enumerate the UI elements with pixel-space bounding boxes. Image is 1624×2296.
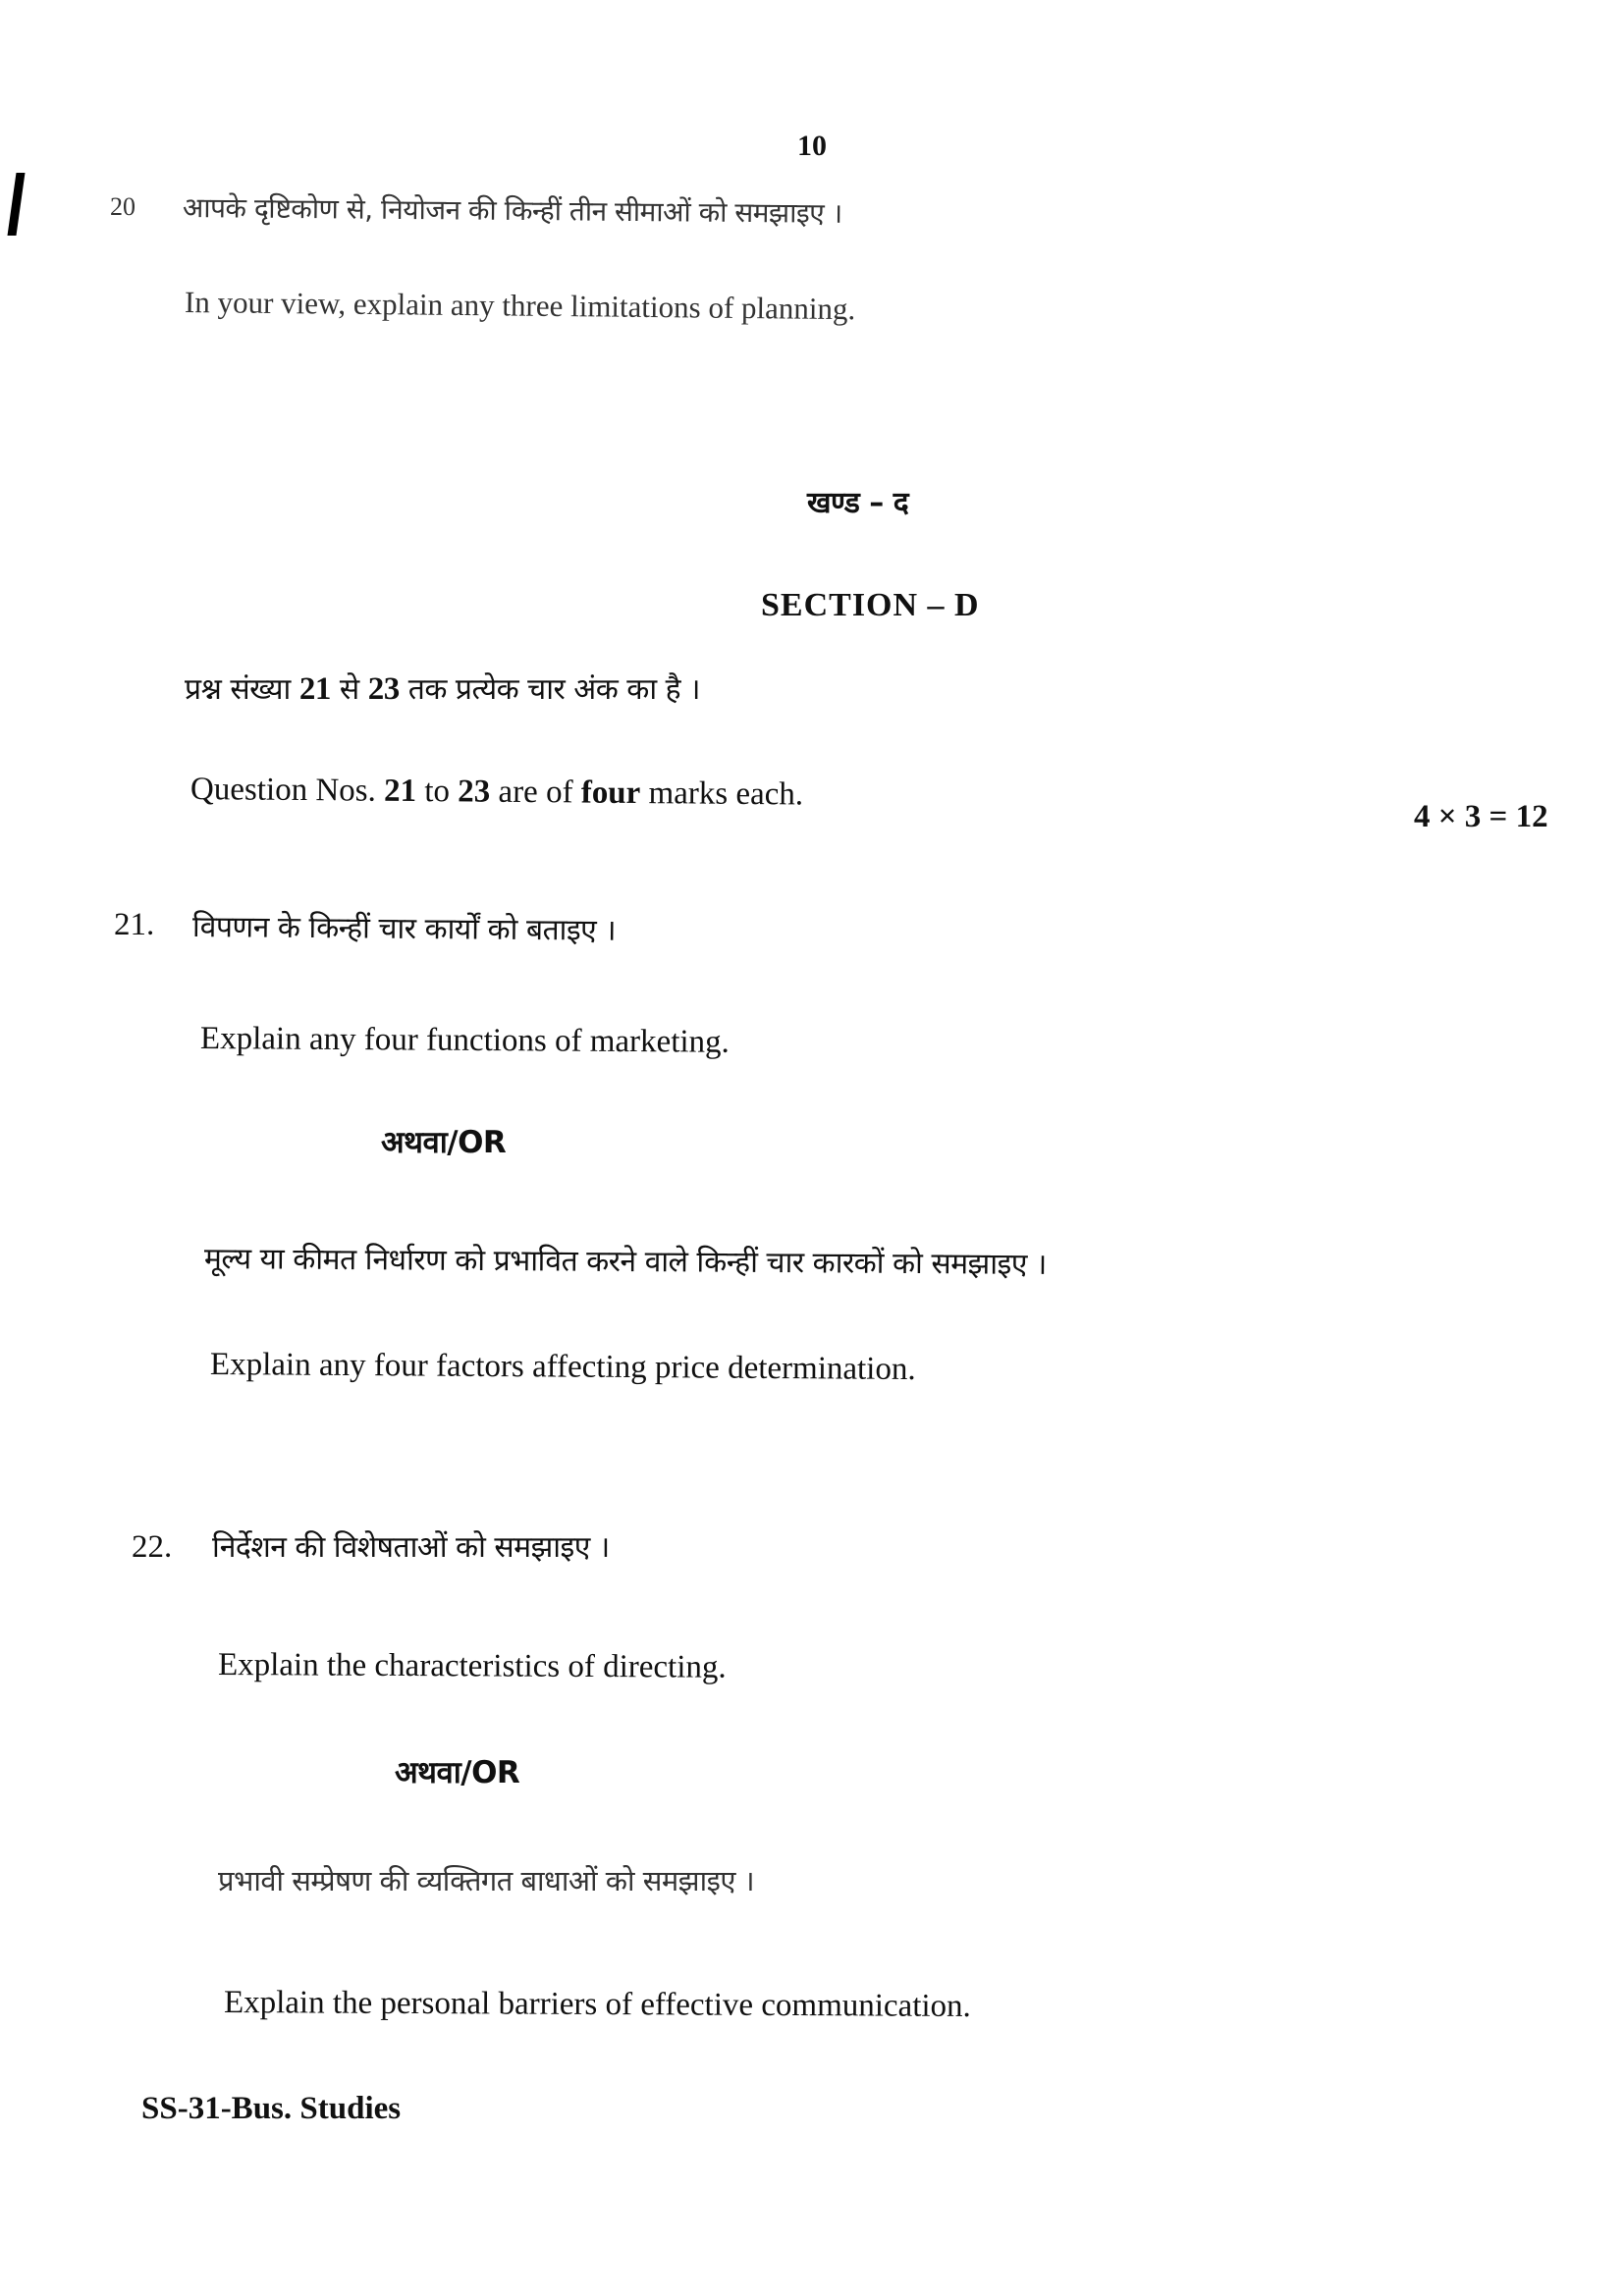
section-marks-total: 4 × 3 = 12 — [1414, 799, 1548, 834]
question-number: 21. — [114, 907, 155, 942]
alternative-question-hindi: प्रभावी सम्प्रेषण की व्यक्तिगत बाधाओं को समझाइए । — [218, 1864, 755, 1897]
alternative-question-english: Explain any four factors affecting price determination. — [209, 1347, 916, 1388]
instruction-marks-word: four — [580, 774, 641, 811]
alternative-question-english: Explain the personal barriers of effective communication. — [223, 1985, 971, 2024]
question-text-english: Explain any four functions of marketing. — [199, 1021, 730, 1060]
instruction-text: प्रश्न संख्या — [185, 672, 299, 707]
page-footer: SS-31-Bus. Studies — [141, 2091, 402, 2126]
instruction-from: 21 — [298, 671, 331, 707]
scan-margin-mark — [8, 173, 26, 236]
or-label: अथवा/OR — [395, 1755, 520, 1790]
question-number: 20 — [110, 192, 135, 221]
instruction-text: marks each. — [640, 775, 804, 813]
question-text-hindi: निर्देशन की विशेषताओं को समझाइए । — [212, 1530, 610, 1565]
page-number: 10 — [797, 130, 827, 162]
question-text-english: In your view, explain any three limitations of planning. — [184, 285, 856, 327]
alternative-question-hindi: मूल्य या कीमत निर्धारण को प्रभावित करने वाले किन्हीं चार कारकों को समझाइए । — [203, 1242, 1047, 1282]
or-label: अथवा/OR — [381, 1125, 507, 1160]
instruction-to: 23 — [458, 774, 491, 810]
question-text-english: Explain the characteristics of directing. — [217, 1647, 727, 1685]
instruction-text: are of — [490, 774, 581, 811]
question-text-hindi: आपके दृष्टिकोण से, नियोजन की किन्हीं तीन सीमाओं को समझाइए । — [182, 191, 842, 230]
section-title-english: SECTION – D — [761, 587, 980, 623]
question-number: 22. — [132, 1529, 173, 1565]
section-instruction-english — [190, 772, 803, 813]
instruction-from: 21 — [383, 773, 417, 810]
instruction-text: से — [330, 672, 368, 707]
section-instruction-hindi — [185, 667, 700, 708]
question-text-hindi: विपणन के किन्हीं चार कार्यों को बताइए । — [191, 910, 617, 948]
instruction-text: to — [415, 774, 459, 810]
instruction-to: 23 — [367, 671, 400, 707]
instruction-text: Question Nos. — [189, 772, 385, 809]
instruction-text: तक प्रत्येक चार अंक का है । — [399, 672, 700, 707]
section-title-hindi: खण्ड – द — [807, 486, 909, 520]
